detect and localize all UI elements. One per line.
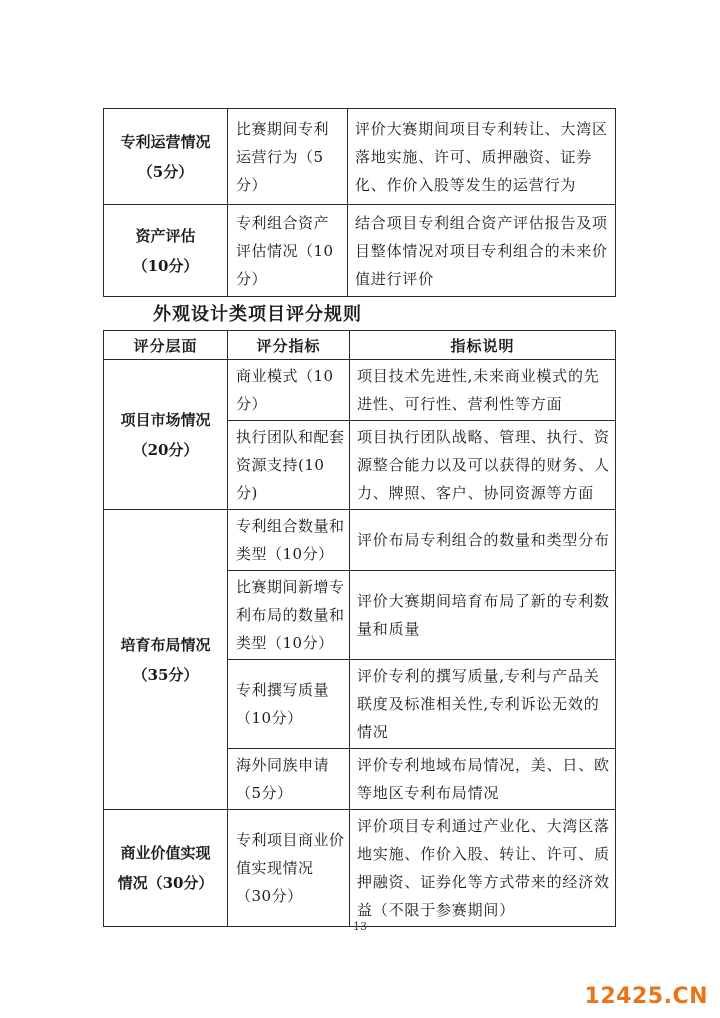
section-title: 外观设计类项目评分规则 xyxy=(153,304,362,325)
category-score: （35分） xyxy=(132,665,199,684)
table-row xyxy=(104,810,616,927)
indicator-cell: 专利撰写质量（10分） xyxy=(228,660,350,749)
indicator-cell: 比赛期间新增专利布局的数量和类型（10分） xyxy=(228,571,350,660)
description-cell: 评价专利的撰写质量,专利与产品关联度及标准相关性,专利诉讼无效的情况 xyxy=(350,660,616,749)
table-row xyxy=(104,510,616,571)
category-label: 项目市场情况 xyxy=(120,410,211,429)
description-cell: 评价大赛期间项目专利转让、大湾区落地实施、许可、质押融资、证券化、作价入股等发生的运营行为 xyxy=(348,109,616,205)
watermark-logo xyxy=(585,984,708,1009)
watermark-number: 12425 xyxy=(584,984,664,1009)
category-label: 培育布局情况 xyxy=(120,635,211,654)
description-cell: 结合项目专利组合资产评估报告及项目整体情况对项目专利组合的未来价值进行评价 xyxy=(348,205,616,297)
description-cell: 评价布局专利组合的数量和类型分布 xyxy=(350,510,616,571)
design-scoring-table xyxy=(103,330,616,927)
watermark-dot: . xyxy=(663,984,673,1009)
category-cell xyxy=(104,510,228,810)
indicator-cell: 比赛期间专利运营行为（5分） xyxy=(228,109,348,205)
indicator-cell: 专利组合资产评估情况（10分） xyxy=(228,205,348,297)
category-cell xyxy=(104,360,228,510)
category-score: 情况（30分） xyxy=(117,874,214,892)
page-number: 13 xyxy=(353,920,367,933)
table-row xyxy=(104,205,616,297)
category-cell xyxy=(104,109,228,205)
description-cell: 评价专利地域布局情况，美、日、欧等地区专利布局情况 xyxy=(350,749,616,810)
category-score: （10分） xyxy=(132,256,199,275)
indicator-cell: 商业模式（10分） xyxy=(228,360,350,421)
description-cell: 项目执行团队战略、管理、执行、资源整合能力以及可以获得的财务、人力、牌照、客户、协同资源等方面 xyxy=(350,421,616,510)
category-label: 专利运营情况 xyxy=(120,132,211,151)
category-cell xyxy=(104,205,228,297)
header-level: 评分层面 xyxy=(104,331,228,360)
header-indicator: 评分指标 xyxy=(228,331,350,360)
indicator-cell: 海外同族申请（5分） xyxy=(228,749,350,810)
table-row xyxy=(104,109,616,205)
header-description: 指标说明 xyxy=(350,331,616,360)
watermark-tld: CN xyxy=(672,984,708,1009)
table-row xyxy=(104,360,616,421)
category-cell xyxy=(104,810,228,927)
category-label: 商业价值实现 xyxy=(120,844,211,862)
description-cell: 项目技术先进性,未来商业模式的先进性、可行性、营利性等方面 xyxy=(350,360,616,421)
description-cell: 评价项目专利通过产业化、大湾区落地实施、作价入股、转让、许可、质押融资、证券化等方式带来的经济效益（不限于参赛期间） xyxy=(350,810,616,927)
indicator-cell: 执行团队和配套资源支持(10分) xyxy=(228,421,350,510)
table-header-row xyxy=(104,331,616,360)
operation-scoring-table xyxy=(103,108,616,297)
indicator-cell: 专利组合数量和类型（10分） xyxy=(228,510,350,571)
indicator-cell: 专利项目商业价值实现情况（30分） xyxy=(228,810,350,927)
category-score: （5分） xyxy=(137,162,194,181)
category-score: （20分） xyxy=(132,440,199,459)
description-cell: 评价大赛期间培育布局了新的专利数量和质量 xyxy=(350,571,616,660)
category-label: 资产评估 xyxy=(135,226,196,245)
